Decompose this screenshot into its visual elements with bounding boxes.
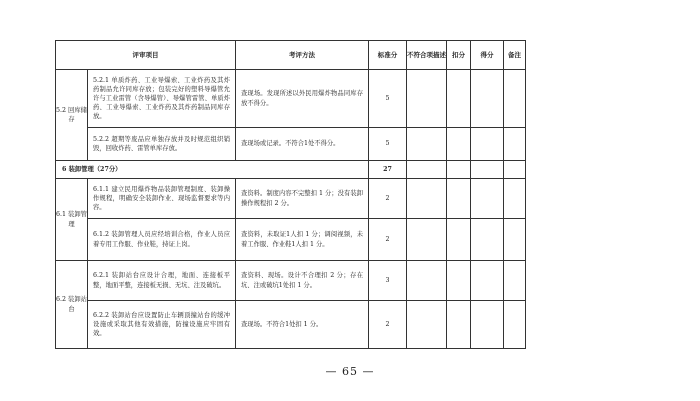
score-5-2-2: 5 (369, 128, 407, 161)
table-row (56, 301, 526, 349)
table-row (56, 128, 526, 161)
header-item: 评审项目 (56, 41, 236, 70)
table-row (56, 70, 526, 128)
requirement-5-2-1: 5.2.1 单质炸药、工业导爆索、工业炸药及其炸药制品允许同库存放；包装完好的塑料导爆管允许与工业雷管（含导爆管）、导爆管雷管、单质炸药、工业导爆索、工业炸药及其炸药制品同库存放。 (88, 70, 236, 128)
deduct-cell (447, 70, 471, 128)
score-cell (471, 219, 504, 261)
nonconformity-cell (407, 261, 447, 301)
table-row (56, 261, 526, 301)
score-cell (471, 179, 504, 219)
method-6-2-2: 查现场。不符合1处扣 1 分。 (236, 301, 369, 349)
score-6-1-1: 2 (369, 179, 407, 219)
remark-cell (504, 179, 526, 219)
header-row (56, 41, 526, 70)
remark-cell (504, 70, 526, 128)
deduct-cell (447, 261, 471, 301)
item-6-1: 6.1 装卸管理 (56, 179, 88, 261)
score-cell (471, 70, 504, 128)
nonconformity-cell (407, 219, 447, 261)
remark-cell (504, 261, 526, 301)
item-6-2: 6.2 装卸站台 (56, 261, 88, 349)
header-remark: 备注 (504, 41, 526, 70)
section-6-title: 6 装卸管理（27分） (56, 161, 369, 179)
page-number: — 65 — (325, 365, 375, 378)
header-score: 得分 (471, 41, 504, 70)
deduct-cell (447, 219, 471, 261)
header-nonconformity: 不符合项描述 (407, 41, 447, 70)
score-cell (471, 301, 504, 349)
remark-cell (504, 161, 526, 179)
header-standard-score: 标准分 (369, 41, 407, 70)
section-6-score: 27 (369, 161, 407, 179)
requirement-5-2-2: 5.2.2 超期等废品应单独存放并及时规范组织销毁，回收炸药、雷管单库存放。 (88, 128, 236, 161)
score-cell (471, 161, 504, 179)
method-6-1-1: 查资料。制度内容不完整扣 1 分；没有装卸操作规程扣 2 分。 (236, 179, 369, 219)
header-method: 考评方法 (236, 41, 369, 70)
nonconformity-cell (407, 128, 447, 161)
score-cell (471, 261, 504, 301)
requirement-6-2-1: 6.2.1 装卸站台应设计合理，地面、连接板平整，地面平整，连接板无损、无坑、注及破坑。 (88, 261, 236, 301)
section-row (56, 161, 526, 179)
score-6-2-2: 2 (369, 301, 407, 349)
remark-cell (504, 128, 526, 161)
score-6-2-1: 3 (369, 261, 407, 301)
nonconformity-cell (407, 70, 447, 128)
deduct-cell (447, 179, 471, 219)
deduct-cell (447, 128, 471, 161)
method-6-1-2: 查资料，未取证1人扣 1 分；调阅视频，未着工作服、作业鞋1人扣 1 分。 (236, 219, 369, 261)
score-6-1-2: 2 (369, 219, 407, 261)
nonconformity-cell (407, 179, 447, 219)
method-6-2-1: 查资料、现场。设计不合理扣 2 分；存在坑、注或破坑1处扣 1 分。 (236, 261, 369, 301)
deduct-cell (447, 301, 471, 349)
table-row (56, 179, 526, 219)
requirement-6-1-1: 6.1.1 建立民用爆炸物品装卸管理制度、装卸操作规程，明确安全装卸作业、现场监督要求等内容。 (88, 179, 236, 219)
evaluation-table (55, 40, 526, 349)
remark-cell (504, 219, 526, 261)
item-5-2: 5.2 回库储存 (56, 70, 88, 161)
score-5-2-1: 5 (369, 70, 407, 128)
header-deduct: 扣分 (447, 41, 471, 70)
score-cell (471, 128, 504, 161)
nonconformity-cell (407, 161, 447, 179)
requirement-6-2-2: 6.2.2 装卸站台应设置防止车辆顶撞站台的缓冲设施或采取其他有效措施，防撞设施应牢固有效。 (88, 301, 236, 349)
method-5-2-1: 查现场。发现所述以外民用爆炸物品同库存放不得分。 (236, 70, 369, 128)
method-5-2-2: 查现场或记录。不符合1处不得分。 (236, 128, 369, 161)
table-row (56, 219, 526, 261)
deduct-cell (447, 161, 471, 179)
requirement-6-1-2: 6.1.2 装卸管理人员应经培训合格，作业人员应着专用工作服、作业鞋，持证上岗。 (88, 219, 236, 261)
nonconformity-cell (407, 301, 447, 349)
remark-cell (504, 301, 526, 349)
